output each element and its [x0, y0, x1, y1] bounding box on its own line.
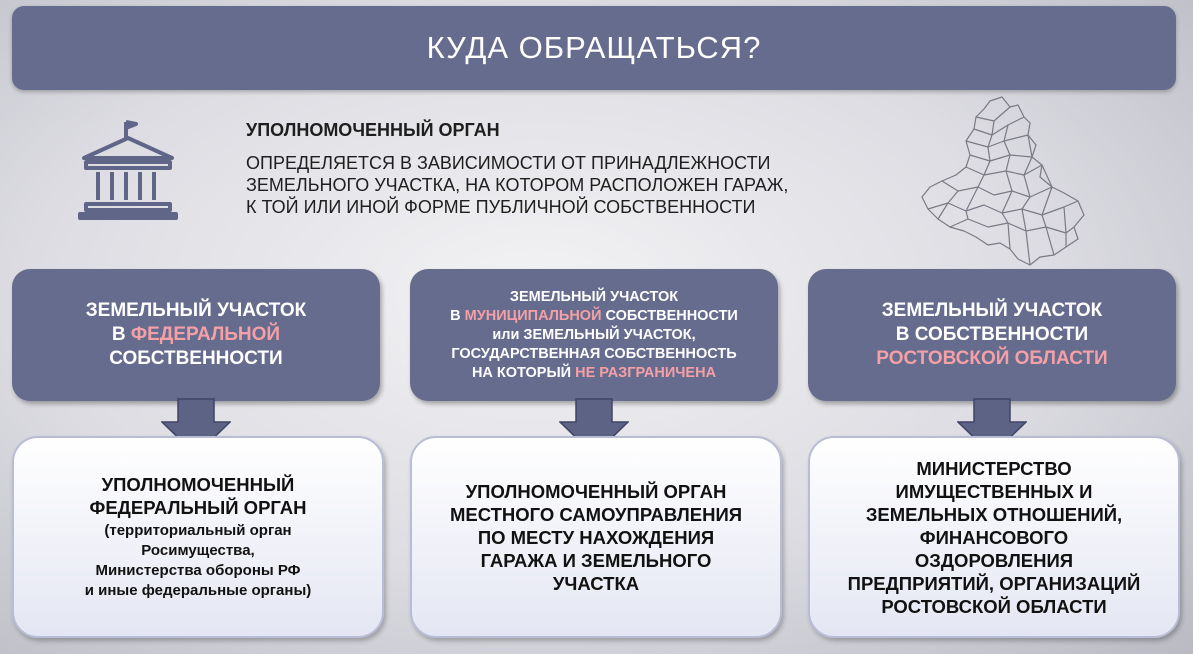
title-bar: [12, 6, 1176, 90]
box-title-line: МИНИСТЕРСТВО: [916, 457, 1072, 479]
box-line: В СОБСТВЕННОСТИ: [895, 324, 1089, 345]
box-title-line: ПРЕДПРИЯТИЙ, ОРГАНИЗАЦИЙ: [847, 572, 1141, 594]
box-line: ЗЕМЕЛЬНЫЙ УЧАСТОК: [509, 288, 679, 305]
box-line: ЗЕМЕЛЬНЫЙ УЧАСТОК: [85, 300, 307, 321]
box-line: ГОСУДАРСТВЕННАЯ СОБСТВЕННОСТЬ: [451, 345, 737, 362]
box-title-line: ЗЕМЕЛЬНЫХ ОТНОШЕНИЙ,: [865, 503, 1123, 525]
page-title: КУДА ОБРАЩАТЬСЯ?: [426, 30, 762, 65]
box-title-line: УПОЛНОМОЧЕННЫЙ ОРГАН: [465, 480, 727, 502]
box-title-line: УПОЛНОМОЧЕННЫЙ: [101, 474, 295, 495]
highlight-text: НЕ РАЗГРАНИЧЕНА: [575, 364, 717, 381]
box-line: СОБСТВЕННОСТИ: [109, 348, 283, 369]
federal-ownership-box: [12, 269, 380, 401]
box-title-line: ПО МЕСТУ НАХОЖДЕНИЯ: [477, 526, 715, 548]
rostov-region-map-icon: [918, 95, 1090, 267]
highlight-text: ФЕДЕРАЛЬНОЙ: [130, 324, 281, 345]
box-title-line: ОЗДОРОВЛЕНИЯ: [914, 549, 1074, 571]
regional-ownership-box: [808, 269, 1176, 401]
info-line: К ТОЙ ИЛИ ИНОЙ ФОРМЕ ПУБЛИЧНОЙ СОБСТВЕННОСТИ: [246, 197, 756, 217]
info-line: ОПРЕДЕЛЯЕТСЯ В ЗАВИСИМОСТИ ОТ ПРИНАДЛЕЖНОСТИ: [246, 153, 771, 173]
box-line: В ФЕДЕРАЛЬНОЙ: [111, 324, 281, 345]
box-line: или ЗЕМЕЛЬНЫЙ УЧАСТОК,: [492, 326, 696, 343]
box-title-line: РОСТОВСКОЙ ОБЛАСТИ: [881, 595, 1107, 617]
box-title-line: ИМУЩЕСТВЕННЫХ И: [895, 480, 1093, 502]
box-line: НА КОТОРЫЙ НЕ РАЗГРАНИЧЕНА: [471, 364, 717, 381]
info-heading: УПОЛНОМОЧЕННЫЙ ОРГАН: [246, 120, 500, 140]
government-building-icon: [78, 118, 182, 222]
box-line: ЗЕМЕЛЬНЫЙ УЧАСТОК: [881, 300, 1103, 321]
box-detail-line: (территориальный орган: [104, 522, 292, 539]
highlight-text: РОСТОВСКОЙ ОБЛАСТИ: [876, 348, 1108, 369]
box-title-line: ФИНАНСОВОГО: [919, 526, 1069, 548]
local-authority-box: [410, 436, 782, 638]
box-detail-line: Министерства обороны РФ: [95, 562, 301, 579]
box-title-line: ГАРАЖА И ЗЕМЕЛЬНОГО: [480, 549, 712, 571]
box-title-line: УЧАСТКА: [552, 572, 640, 594]
box-line: В МУНИЦИПАЛЬНОЙ СОБСТВЕННОСТИ: [450, 307, 738, 324]
box-detail-line: и иные федеральные органы): [84, 582, 312, 599]
municipal-ownership-box: [410, 269, 778, 401]
highlight-text: МУНИЦИПАЛЬНОЙ: [464, 307, 602, 324]
info-text: [246, 152, 866, 218]
box-detail-line: Росимущества,: [141, 542, 255, 559]
box-title-line: ФЕДЕРАЛЬНЫЙ ОРГАН: [89, 497, 307, 518]
federal-authority-box: [12, 436, 384, 638]
info-line: ЗЕМЕЛЬНОГО УЧАСТКА, НА КОТОРОМ РАСПОЛОЖЕН ГАРАЖ,: [246, 175, 789, 195]
regional-ministry-box: [808, 436, 1180, 638]
box-title-line: МЕСТНОГО САМОУПРАВЛЕНИЯ: [449, 503, 743, 525]
